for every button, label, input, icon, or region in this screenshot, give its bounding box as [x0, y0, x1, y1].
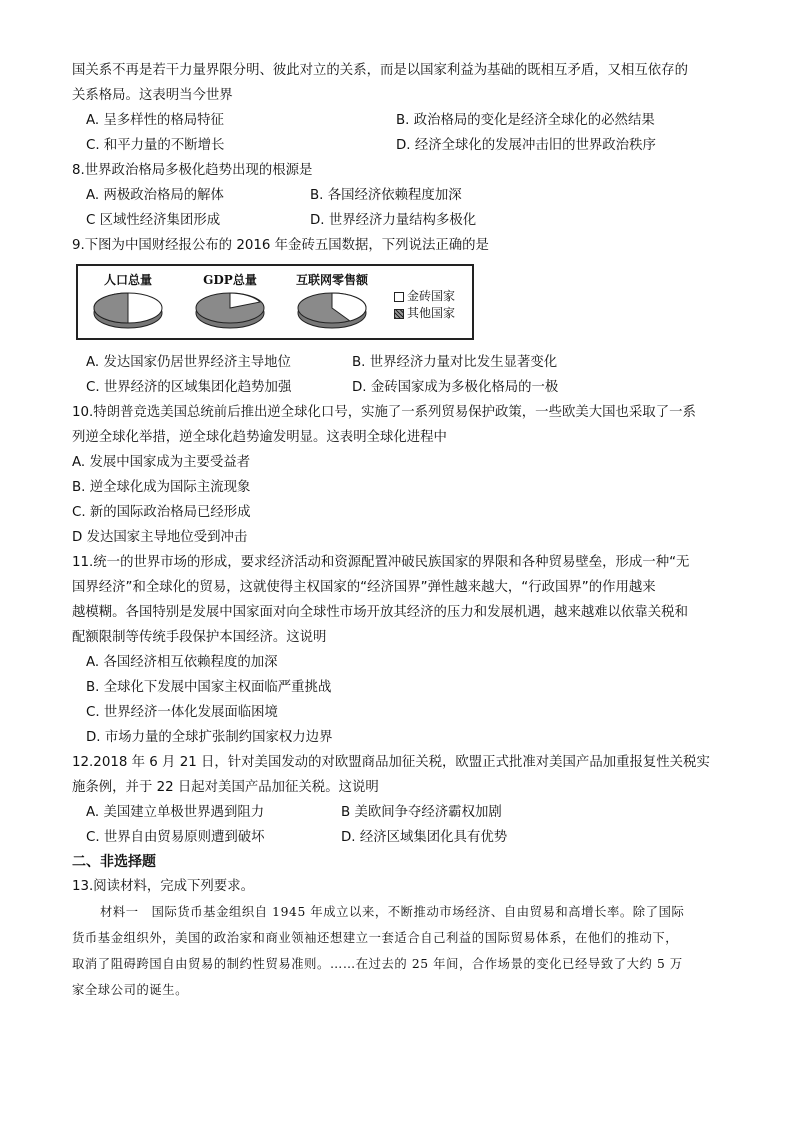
q9-option-b[interactable]: B. 世界经济力量对比发生显著变化 [352, 355, 558, 370]
pie-population-graphic [88, 288, 168, 332]
pie-population-label: 人口总量 [103, 273, 152, 287]
section-heading-nonchoice: 二、非选择题 [72, 854, 156, 870]
q7-option-d[interactable]: D. 经济全球化的发展冲击旧的世界政治秩序 [396, 138, 656, 153]
q10-stem-line-2: 列逆全球化举措，逆全球化趋势逾发明显。这表明全球化进程中 [72, 430, 447, 445]
q7-options-row-2 [72, 133, 732, 158]
q12-option-a[interactable]: A. 美国建立单极世界遇到阻力 [86, 805, 265, 820]
material-1-line-2: 货币基金组织外，美国的政治家和商业领袖还想建立一套适合自己利益的国际贸易体系，在他们的推动下， [72, 931, 679, 945]
pie-internet-retail [282, 272, 382, 336]
q8-option-c[interactable]: C 区域性经济集团形成 [86, 213, 221, 228]
q7-option-c[interactable]: C. 和平力量的不断增长 [86, 138, 225, 153]
q9-option-c[interactable]: C. 世界经济的区域集团化趋势加强 [86, 380, 292, 395]
q11-stem-line-4: 配额限制等传统手段保护本国经济。这说明 [72, 630, 327, 645]
intro-line-2: 关系格局。这表明当今世界 [72, 88, 233, 103]
q11-option-d[interactable]: D. 市场力量的全球扩张制约国家权力边界 [86, 730, 333, 745]
q8-stem: 8.世界政治格局多极化趋势出现的根源是 [72, 163, 313, 178]
q7-option-a[interactable]: A. 呈多样性的格局特征 [86, 113, 224, 128]
q11-option-b[interactable]: B. 全球化下发展中国家主权面临严重挑战 [86, 680, 332, 695]
q9-option-d[interactable]: D. 金砖国家成为多极化格局的一极 [352, 380, 559, 395]
q10-option-d[interactable]: D 发达国家主导地位受到冲击 [72, 530, 248, 545]
q11-option-a[interactable]: A. 各国经济相互依赖程度的加深 [86, 655, 278, 670]
q11-stem-line-3: 越模糊。各国特别是发展中国家面对向全球性市场开放其经济的压力和发展机遇，越来越难以依靠关税和 [72, 605, 688, 620]
q12-stem-line-1: 12.2018 年 6 月 21 日，针对美国发动的对欧盟商品加征关税，欧盟正式批准对美国产品加重报复性关税实 [72, 755, 710, 770]
pie-gdp [188, 272, 272, 336]
legend-item-brics [394, 288, 455, 305]
q10-option-b[interactable]: B. 逆全球化成为国际主流现象 [72, 480, 251, 495]
q8-option-d[interactable]: D. 世界经济力量结构多极化 [310, 213, 477, 228]
intro-line-1: 国关系不再是若干力量界限分明、彼此对立的关系，而是以国家利益为基础的既相互矛盾，又相互依存的 [72, 63, 688, 78]
pie-gdp-graphic [190, 288, 270, 332]
q9-stem: 9.下图为中国财经报公布的 2016 年金砖五国数据，下列说法正确的是 [72, 238, 489, 253]
q13-stem: 13.阅读材料，完成下列要求。 [72, 879, 254, 894]
material-1-line-1: 材料一 国际货币基金组织自 1945 年成立以来，不断推动市场经济、自由贸易和高增长率。除了国际 [100, 905, 685, 919]
legend-item-other [394, 305, 455, 322]
pie-internet-retail-graphic [292, 288, 372, 332]
q8-options-row-1 [72, 183, 732, 208]
q7-options-row-1 [72, 108, 732, 133]
legend-swatch-brics [394, 292, 404, 302]
pie-population [86, 272, 170, 336]
pie-gdp-label: GDP总量 [203, 273, 257, 287]
q12-options-row-2 [72, 825, 732, 850]
brics-pie-figure [76, 264, 474, 340]
q12-option-d[interactable]: D. 经济区域集团化具有优势 [341, 830, 508, 845]
q12-options-row-1 [72, 800, 732, 825]
q9-option-a[interactable]: A. 发达国家仍居世界经济主导地位 [86, 355, 291, 370]
exam-page [72, 58, 732, 1003]
pie-internet-retail-label: 互联网零售额 [295, 273, 368, 287]
material-1-line-3: 取消了阻碍跨国自由贸易的制约性贸易准则。……在过去的 25 年间，合作场景的变化已经导致了大约 5 万 [72, 957, 683, 971]
material-1-line-4: 家全球公司的诞生。 [72, 983, 189, 997]
legend-swatch-other [394, 309, 404, 319]
q8-option-a[interactable]: A. 两极政治格局的解体 [86, 188, 224, 203]
q12-stem-line-2: 施条例，并于 22 日起对美国产品加征关税。这说明 [72, 780, 379, 795]
q11-option-c[interactable]: C. 世界经济一体化发展面临困境 [86, 705, 278, 720]
q11-stem-line-1: 11.统一的世界市场的形成，要求经济活动和资源配置冲破民族国家的界限和各种贸易壁垒，形成一种“无 [72, 555, 690, 570]
q10-option-a[interactable]: A. 发展中国家成为主要受益者 [72, 455, 251, 470]
pie-legend [394, 288, 455, 322]
q11-stem-line-2: 国界经济”和全球化的贸易，这就使得主权国家的“经济国界”弹性越来越大，“行政国界”的作用越来 [72, 580, 656, 595]
q12-option-b[interactable]: B 美欧间争夺经济霸权加剧 [341, 805, 502, 820]
legend-label-brics: 金砖国家 [407, 289, 456, 303]
q8-option-b[interactable]: B. 各国经济依赖程度加深 [310, 188, 462, 203]
q8-options-row-2 [72, 208, 732, 233]
q12-option-c[interactable]: C. 世界自由贸易原则遭到破坏 [86, 830, 265, 845]
q7-option-b[interactable]: B. 政治格局的变化是经济全球化的必然结果 [396, 113, 655, 128]
q10-stem-line-1: 10.特朗普竞选美国总统前后推出逆全球化口号，实施了一系列贸易保护政策，一些欧美大国也采取了一系 [72, 405, 696, 420]
q10-option-c[interactable]: C. 新的国际政治格局已经形成 [72, 505, 251, 520]
q9-options-row-2 [72, 375, 732, 400]
q9-options-row-1 [72, 350, 732, 375]
legend-label-other: 其他国家 [407, 306, 456, 320]
